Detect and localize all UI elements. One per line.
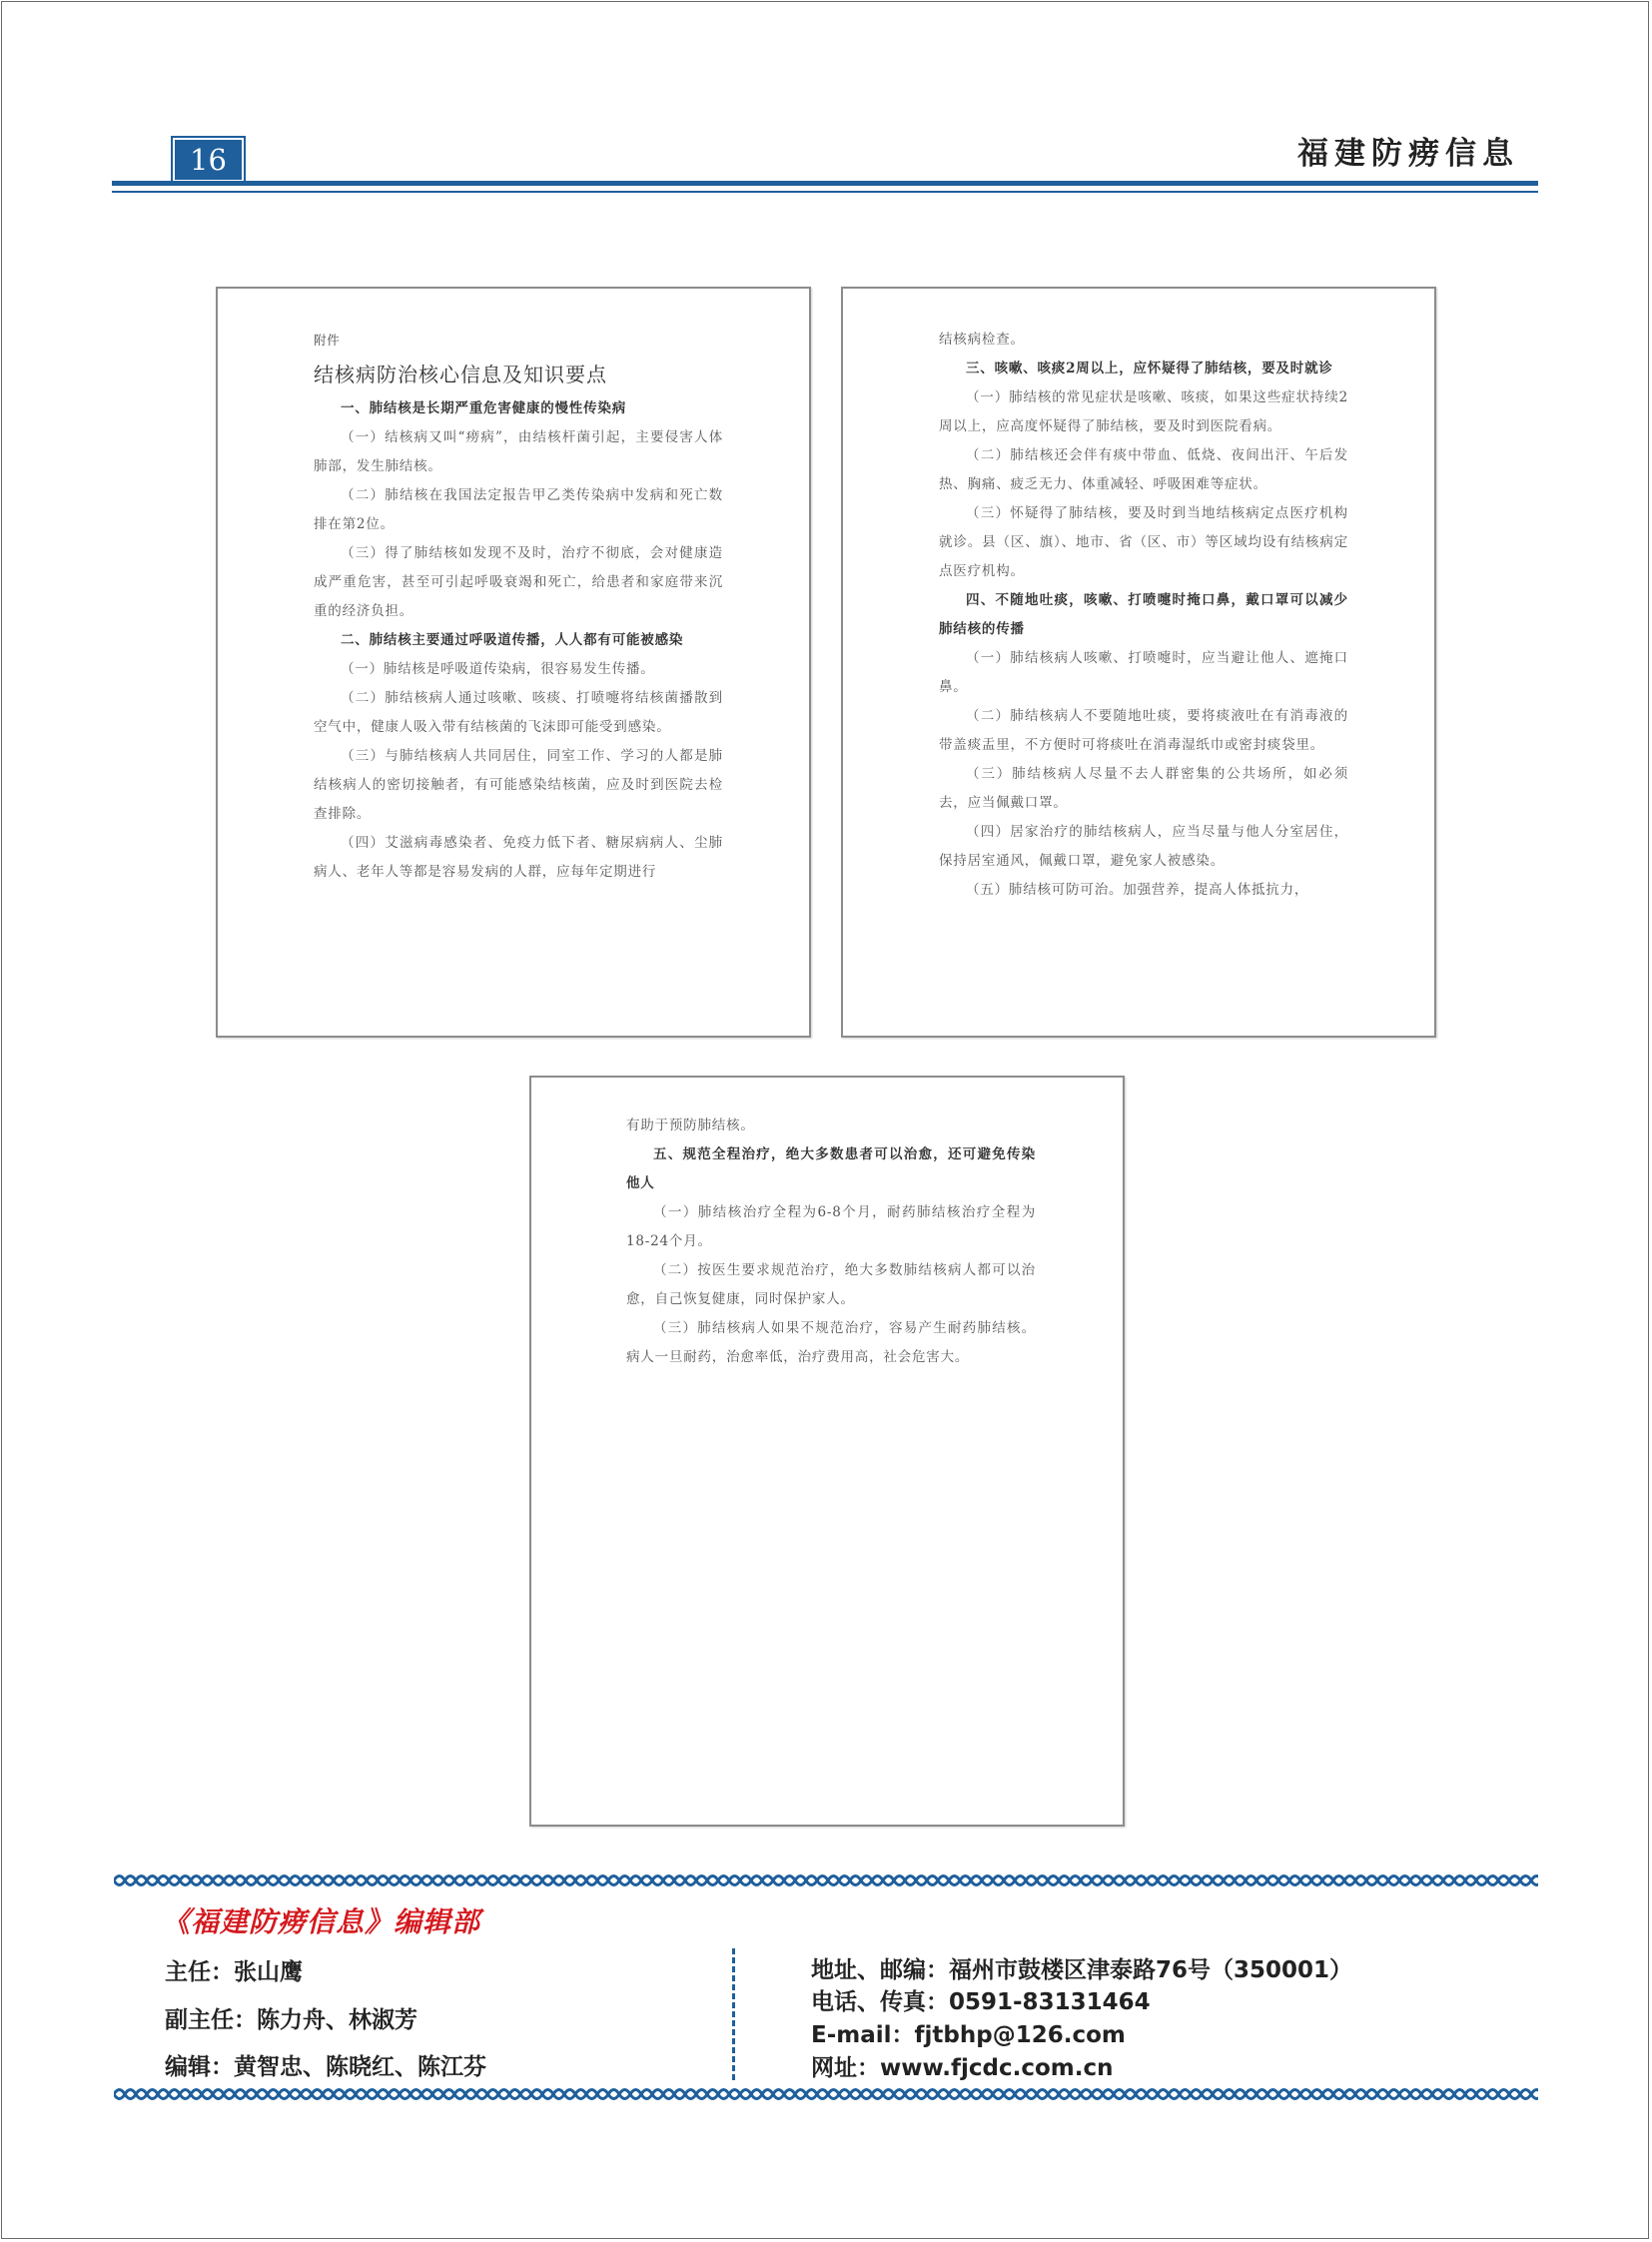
paragraph: （二）按医生要求规范治疗，绝大多数肺结核病人都可以治愈，自己恢复健康，同时保护家人。 <box>626 1262 1036 1307</box>
section-heading: 五、规范全程治疗，绝大多数患者可以治愈，还可避免传染他人 <box>626 1146 1036 1191</box>
paragraph: （三）怀疑得了肺结核，要及时到当地结核病定点医疗机构就诊。县（区、旗）、地市、省（区、市）等区域均设有结核病定点医疗机构。 <box>939 505 1348 579</box>
phone: 电话、传真：0591-83131464 <box>811 1989 1151 2015</box>
scanned-page-1 <box>216 287 811 1038</box>
deputy-director: 副主任：陈力舟、林淑芳 <box>165 2007 417 2033</box>
paragraph: （一）肺结核病人咳嗽、打喷嚏时，应当避让他人、遮掩口鼻。 <box>939 650 1348 695</box>
paragraph: （四）艾滋病毒感染者、免疫力低下者、糖尿病病人、尘肺病人、老年人等都是容易发病的人群，应每年定期进行 <box>314 835 723 880</box>
scanned-page-3-content <box>626 1112 1036 1372</box>
magazine-title: 福建防痨信息 <box>1297 136 1519 172</box>
section-heading: 四、不随地吐痰，咳嗽、打喷嚏时掩口鼻，戴口罩可以减少肺结核的传播 <box>939 592 1348 637</box>
paragraph: （二）肺结核在我国法定报告甲乙类传染病中发病和死亡数排在第2位。 <box>314 487 723 532</box>
page-number: 16 <box>190 143 227 177</box>
email: E-mail：fjtbhp@126.com <box>811 2022 1126 2048</box>
scanned-page-2 <box>841 287 1436 1038</box>
scanned-page-2-content <box>939 326 1348 905</box>
paragraph: （一）肺结核的常见症状是咳嗽、咳痰，如果这些症状持续2周以上，应高度怀疑得了肺结核，要及时到医院看病。 <box>939 389 1348 434</box>
decorative-wave-bottom <box>114 2085 1538 2103</box>
paragraph: 结核病检查。 <box>939 332 1025 348</box>
paragraph: （三）肺结核病人如果不规范治疗，容易产生耐药肺结核。病人一旦耐药，治愈率低，治疗费用高，社会危害大。 <box>626 1320 1036 1365</box>
footer-divider <box>732 1948 735 2080</box>
section-heading: 二、肺结核主要通过呼吸道传播，人人都有可能被感染 <box>341 632 684 648</box>
section-heading: 一、肺结核是长期严重危害健康的慢性传染病 <box>341 400 626 416</box>
paragraph: （一）肺结核治疗全程为6-8个月，耐药肺结核治疗全程为18-24个月。 <box>626 1204 1036 1249</box>
section-heading: 三、咳嗽、咳痰2周以上，应怀疑得了肺结核，要及时就诊 <box>966 361 1333 376</box>
header-rule-thick <box>112 181 1538 186</box>
decorative-wave-top <box>114 1871 1538 1889</box>
page3-paragraphs <box>626 1112 1036 1372</box>
address: 地址、邮编：福州市鼓楼区津泰路76号（350001） <box>811 1957 1353 1983</box>
page-number-badge <box>173 138 244 182</box>
page2-paragraphs <box>939 326 1348 905</box>
paragraph: （二）肺结核病人不要随地吐痰，要将痰液吐在有消毒液的带盖痰盂里，不方便时可将痰吐在消毒湿纸巾或密封痰袋里。 <box>939 708 1348 753</box>
paragraph: （二）肺结核病人通过咳嗽、咳痰、打喷嚏将结核菌播散到空气中，健康人吸入带有结核菌的飞沫即可能受到感染。 <box>314 690 723 735</box>
paragraph: （三）与肺结核病人共同居住，同室工作、学习的人都是肺结核病人的密切接触者，有可能感染结核菌，应及时到医院去检查排除。 <box>314 748 723 822</box>
footer-title: 《福建防痨信息》编辑部 <box>162 1905 481 1938</box>
scanned-page-3 <box>529 1076 1125 1827</box>
paragraph: （四）居家治疗的肺结核病人，应当尽量与他人分室居住，保持居室通风，佩戴口罩，避免家人被感染。 <box>939 824 1348 869</box>
director: 主任：张山鹰 <box>165 1959 303 1985</box>
paragraph: （二）肺结核还会伴有痰中带血、低烧、夜间出汗、午后发热、胸痛、疲乏无力、体重减轻、呼吸困难等症状。 <box>939 447 1348 492</box>
paragraph: （一）结核病又叫“痨病”，由结核杆菌引起，主要侵害人体肺部，发生肺结核。 <box>314 429 723 474</box>
attachment-label: 附件 <box>314 333 341 348</box>
paragraph: （五）肺结核可防可治。加强营养，提高人体抵抗力， <box>966 882 1309 898</box>
paragraph: （三）肺结核病人尽量不去人群密集的公共场所，如必须去，应当佩戴口罩。 <box>939 766 1348 811</box>
page1-paragraphs <box>314 394 723 887</box>
document-title: 结核病防治核心信息及知识要点 <box>314 363 607 386</box>
scanned-page-1-content <box>314 326 723 887</box>
website: 网址：www.fjcdc.com.cn <box>811 2055 1114 2081</box>
paragraph: （一）肺结核是呼吸道传染病，很容易发生传播。 <box>341 661 655 677</box>
editors: 编辑：黄智忠、陈晓红、陈江芬 <box>165 2054 486 2080</box>
paragraph: （三）得了肺结核如发现不及时，治疗不彻底，会对健康造成严重危害，甚至可引起呼吸衰竭和死亡，给患者和家庭带来沉重的经济负担。 <box>314 545 723 619</box>
paragraph: 有助于预防肺结核。 <box>626 1118 755 1133</box>
header-rule-thin <box>112 191 1538 193</box>
